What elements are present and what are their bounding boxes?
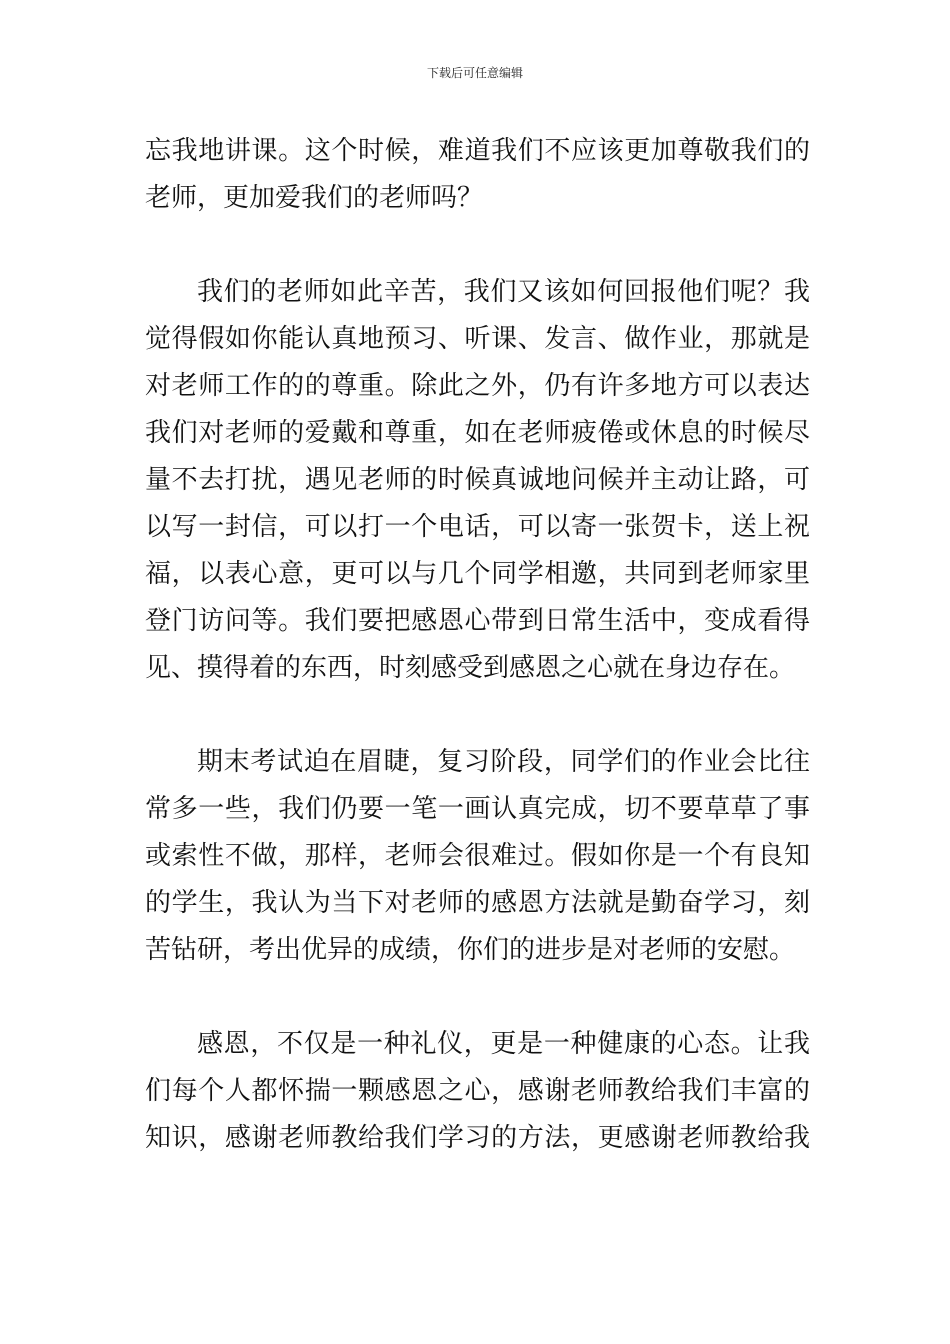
text-line: 福，以表心意，更可以与几个同学相邀，共同到老师家里 bbox=[145, 559, 810, 589]
text-line: 以写一封信，可以打一个电话，可以寄一张贺卡，送上祝 bbox=[145, 512, 810, 542]
text-line: 苦钻研，考出优异的成绩，你们的进步是对老师的安慰。 bbox=[145, 935, 796, 965]
text-line: 感恩，不仅是一种礼仪，更是一种健康的心态。让我 bbox=[197, 1029, 810, 1059]
paragraph bbox=[145, 739, 810, 974]
text-line: 老师，更加爱我们的老师吗？ bbox=[145, 183, 484, 213]
text-line: 期末考试迫在眉睫，复习阶段，同学们的作业会比往 bbox=[197, 747, 810, 777]
text-line: 忘我地讲课。这个时候，难道我们不应该更加尊敬我们的 bbox=[145, 136, 810, 166]
paragraph bbox=[145, 128, 810, 222]
text-line: 常多一些，我们仍要一笔一画认真完成，切不要草草了事 bbox=[145, 794, 810, 824]
text-line: 我们的老师如此辛苦，我们又该如何回报他们呢？我 bbox=[197, 277, 810, 307]
paragraph bbox=[145, 1021, 810, 1162]
text-line: 知识，感谢老师教给我们学习的方法，更感谢老师教给我 bbox=[145, 1123, 810, 1153]
text-line: 的学生，我认为当下对老师的感恩方法就是勤奋学习，刻 bbox=[145, 888, 810, 918]
page-header: 下载后可任意编辑 bbox=[426, 66, 523, 80]
text-line: 量不去打扰，遇见老师的时候真诚地问候并主动让路，可 bbox=[145, 465, 810, 495]
document-body bbox=[145, 128, 810, 1209]
text-line: 对老师工作的的尊重。除此之外，仍有许多地方可以表达 bbox=[145, 371, 810, 401]
text-line: 或索性不做，那样，老师会很难过。假如你是一个有良知 bbox=[145, 841, 810, 871]
paragraph bbox=[145, 269, 810, 692]
text-line: 见、摸得着的东西，时刻感受到感恩之心就在身边存在。 bbox=[145, 653, 796, 683]
text-line: 登门访问等。我们要把感恩心带到日常生活中，变成看得 bbox=[145, 606, 810, 636]
text-line: 我们对老师的爱戴和尊重，如在老师疲倦或休息的时候尽 bbox=[145, 418, 810, 448]
text-line: 觉得假如你能认真地预习、听课、发言、做作业，那就是 bbox=[145, 324, 810, 354]
text-line: 们每个人都怀揣一颗感恩之心，感谢老师教给我们丰富的 bbox=[145, 1076, 810, 1106]
